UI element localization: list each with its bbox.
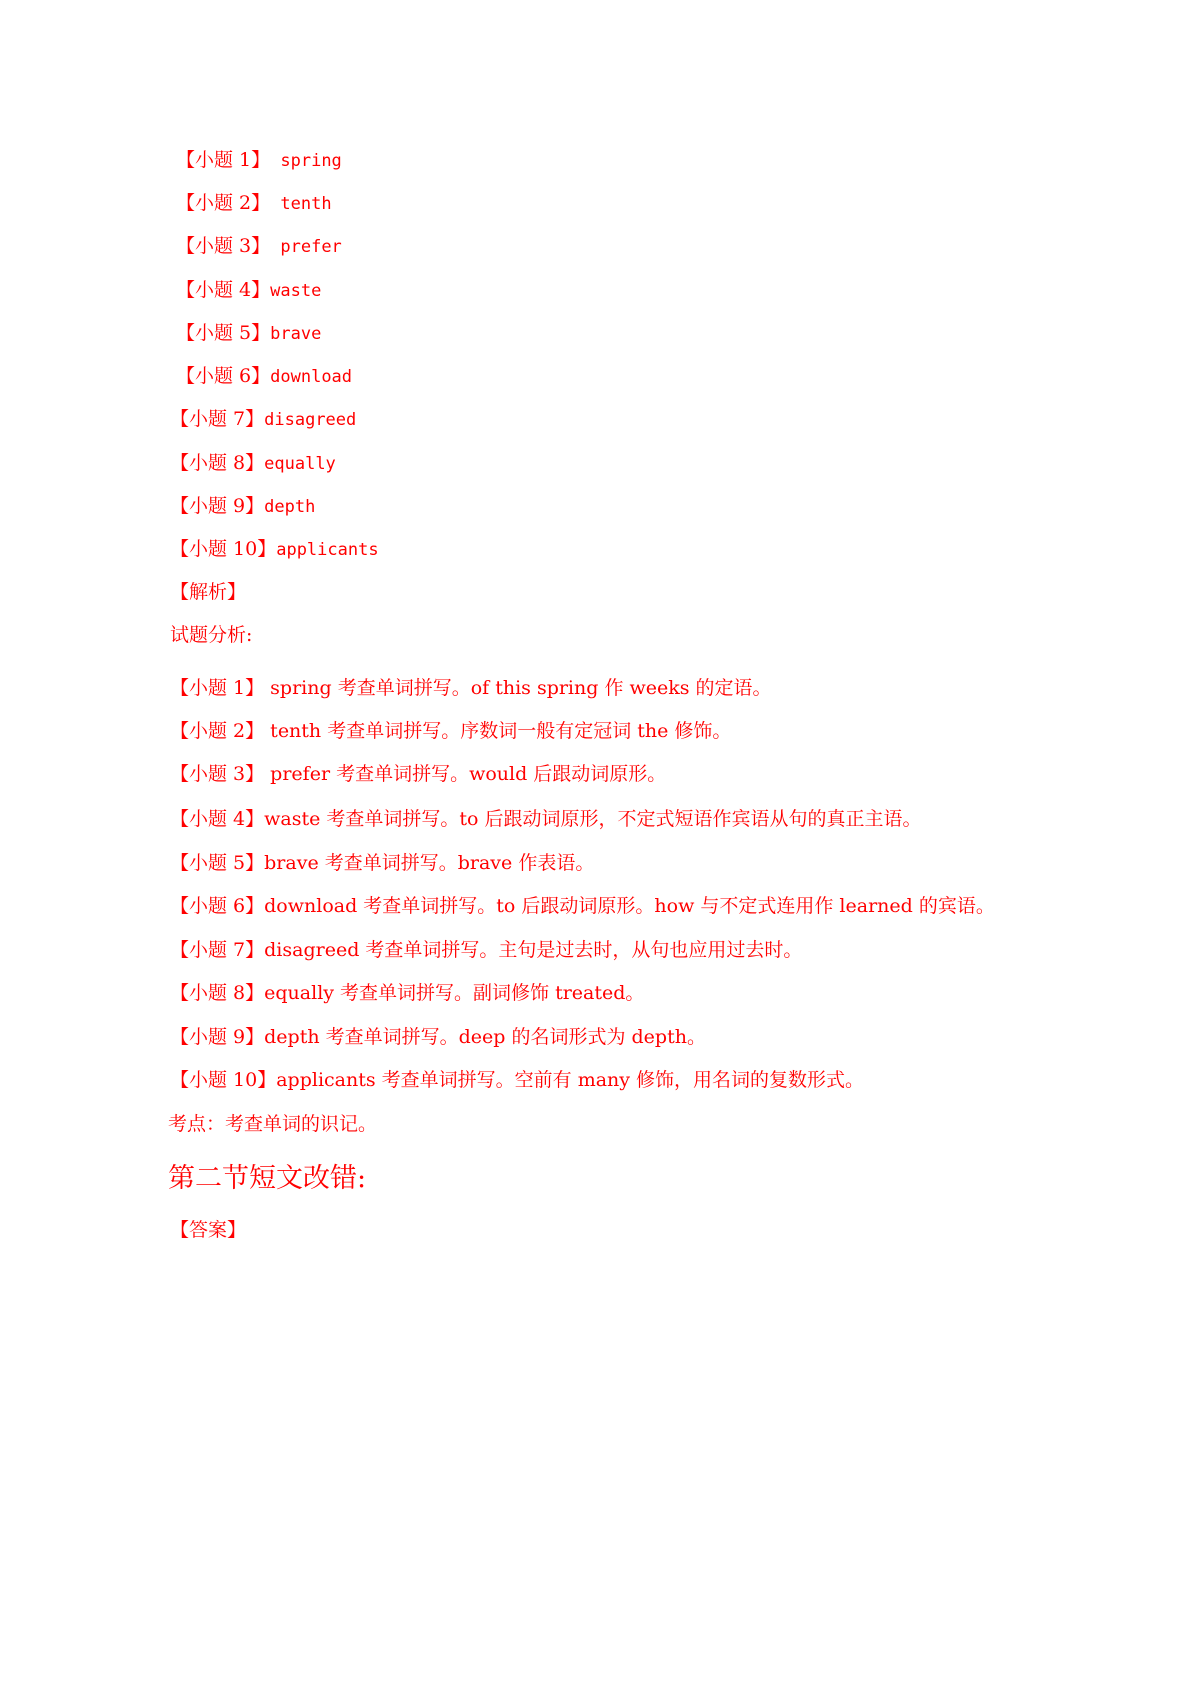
answer-label: 【小题 1】 — [176, 149, 271, 171]
analysis-label: 【小题 7】 — [170, 939, 265, 961]
analysis-text: applicants 考查单词拼写。空前有 many 修饰，用名词的复数形式。 — [276, 1069, 865, 1091]
answer-item-2 — [176, 190, 332, 217]
answer-label: 【小题 6】 — [176, 365, 271, 387]
answer-label: 【小题 10】 — [170, 538, 277, 560]
analysis-item-3 — [170, 761, 666, 787]
answer-value: disagreed — [264, 410, 357, 430]
answer-value: prefer — [270, 237, 342, 257]
analysis-item-8 — [170, 980, 644, 1006]
answer-item-9 — [170, 493, 315, 520]
analysis-label: 【小题 9】 — [170, 1026, 265, 1048]
section-heading: 第二节短文改错: — [168, 1163, 367, 1194]
analysis-item-6 — [170, 893, 995, 919]
analysis-label: 【小题 8】 — [170, 982, 265, 1004]
answer-label: 【小题 3】 — [176, 235, 271, 257]
answer-item-1 — [176, 147, 342, 174]
analysis-text: disagreed 考查单词拼写。主句是过去时，从句也应用过去时。 — [264, 939, 803, 961]
answer-value: depth — [264, 497, 316, 517]
analysis-text: brave 考查单词拼写。brave 作表语。 — [264, 852, 595, 874]
analysis-text: prefer 考查单词拼写。would 后跟动词原形。 — [264, 763, 667, 785]
analysis-text: spring 考查单词拼写。of this spring 作 weeks 的定语。 — [264, 677, 772, 699]
analysis-item-7 — [170, 937, 802, 963]
jiexi-label: 【解析】 — [170, 581, 247, 603]
analysis-text: depth 考查单词拼写。deep 的名词形式为 depth。 — [264, 1026, 706, 1048]
analysis-label: 【小题 1】 — [170, 677, 265, 699]
answer-label: 【小题 2】 — [176, 192, 271, 214]
analysis-label: 【小题 4】 — [170, 808, 265, 830]
analysis-text: equally 考查单词拼写。副词修饰 treated。 — [264, 982, 645, 1004]
analysis-item-5 — [170, 850, 594, 876]
analysis-label: 【小题 3】 — [170, 763, 265, 785]
analysis-label: 【小题 2】 — [170, 720, 265, 742]
answer-label: 【小题 4】 — [176, 279, 271, 301]
analysis-item-4 — [170, 806, 922, 832]
answer-value: applicants — [276, 540, 379, 560]
answer-item-5 — [176, 320, 321, 347]
answer-item-10 — [170, 536, 379, 563]
answer-item-6 — [176, 363, 352, 390]
answer-label: 【小题 8】 — [170, 452, 265, 474]
analysis-item-10 — [170, 1067, 864, 1093]
answer-label: 【小题 7】 — [170, 408, 265, 430]
analysis-item-1 — [170, 675, 772, 701]
analysis-item-2 — [170, 718, 731, 744]
analysis-text: waste 考查单词拼写。to 后跟动词原形，不定式短语作宾语从句的真正主语。 — [264, 808, 922, 830]
answer-value: equally — [264, 454, 336, 474]
answer-item-7 — [170, 406, 356, 433]
answer-item-4 — [176, 277, 321, 304]
answer-value: brave — [270, 324, 322, 344]
analysis-text: download 考查单词拼写。to 后跟动词原形。how 与不定式连用作 learned 的宾语。 — [264, 895, 995, 917]
analysis-item-9 — [170, 1024, 706, 1050]
kaodian-note: 考点：考查单词的识记。 — [168, 1113, 378, 1135]
answer-value: spring — [270, 151, 342, 171]
answer-label: 【小题 9】 — [170, 495, 265, 517]
answer-item-3 — [176, 233, 342, 260]
answer-item-8 — [170, 450, 336, 477]
analysis-heading: 试题分析: — [170, 624, 253, 646]
answer-value: download — [270, 367, 353, 387]
analysis-text: tenth 考查单词拼写。序数词一般有定冠词 the 修饰。 — [264, 720, 732, 742]
analysis-label: 【小题 5】 — [170, 852, 265, 874]
answer-label-heading: 【答案】 — [170, 1219, 247, 1241]
analysis-label: 【小题 10】 — [170, 1069, 277, 1091]
answer-value: waste — [270, 281, 322, 301]
analysis-label: 【小题 6】 — [170, 895, 265, 917]
answer-value: tenth — [270, 194, 332, 214]
answer-label: 【小题 5】 — [176, 322, 271, 344]
